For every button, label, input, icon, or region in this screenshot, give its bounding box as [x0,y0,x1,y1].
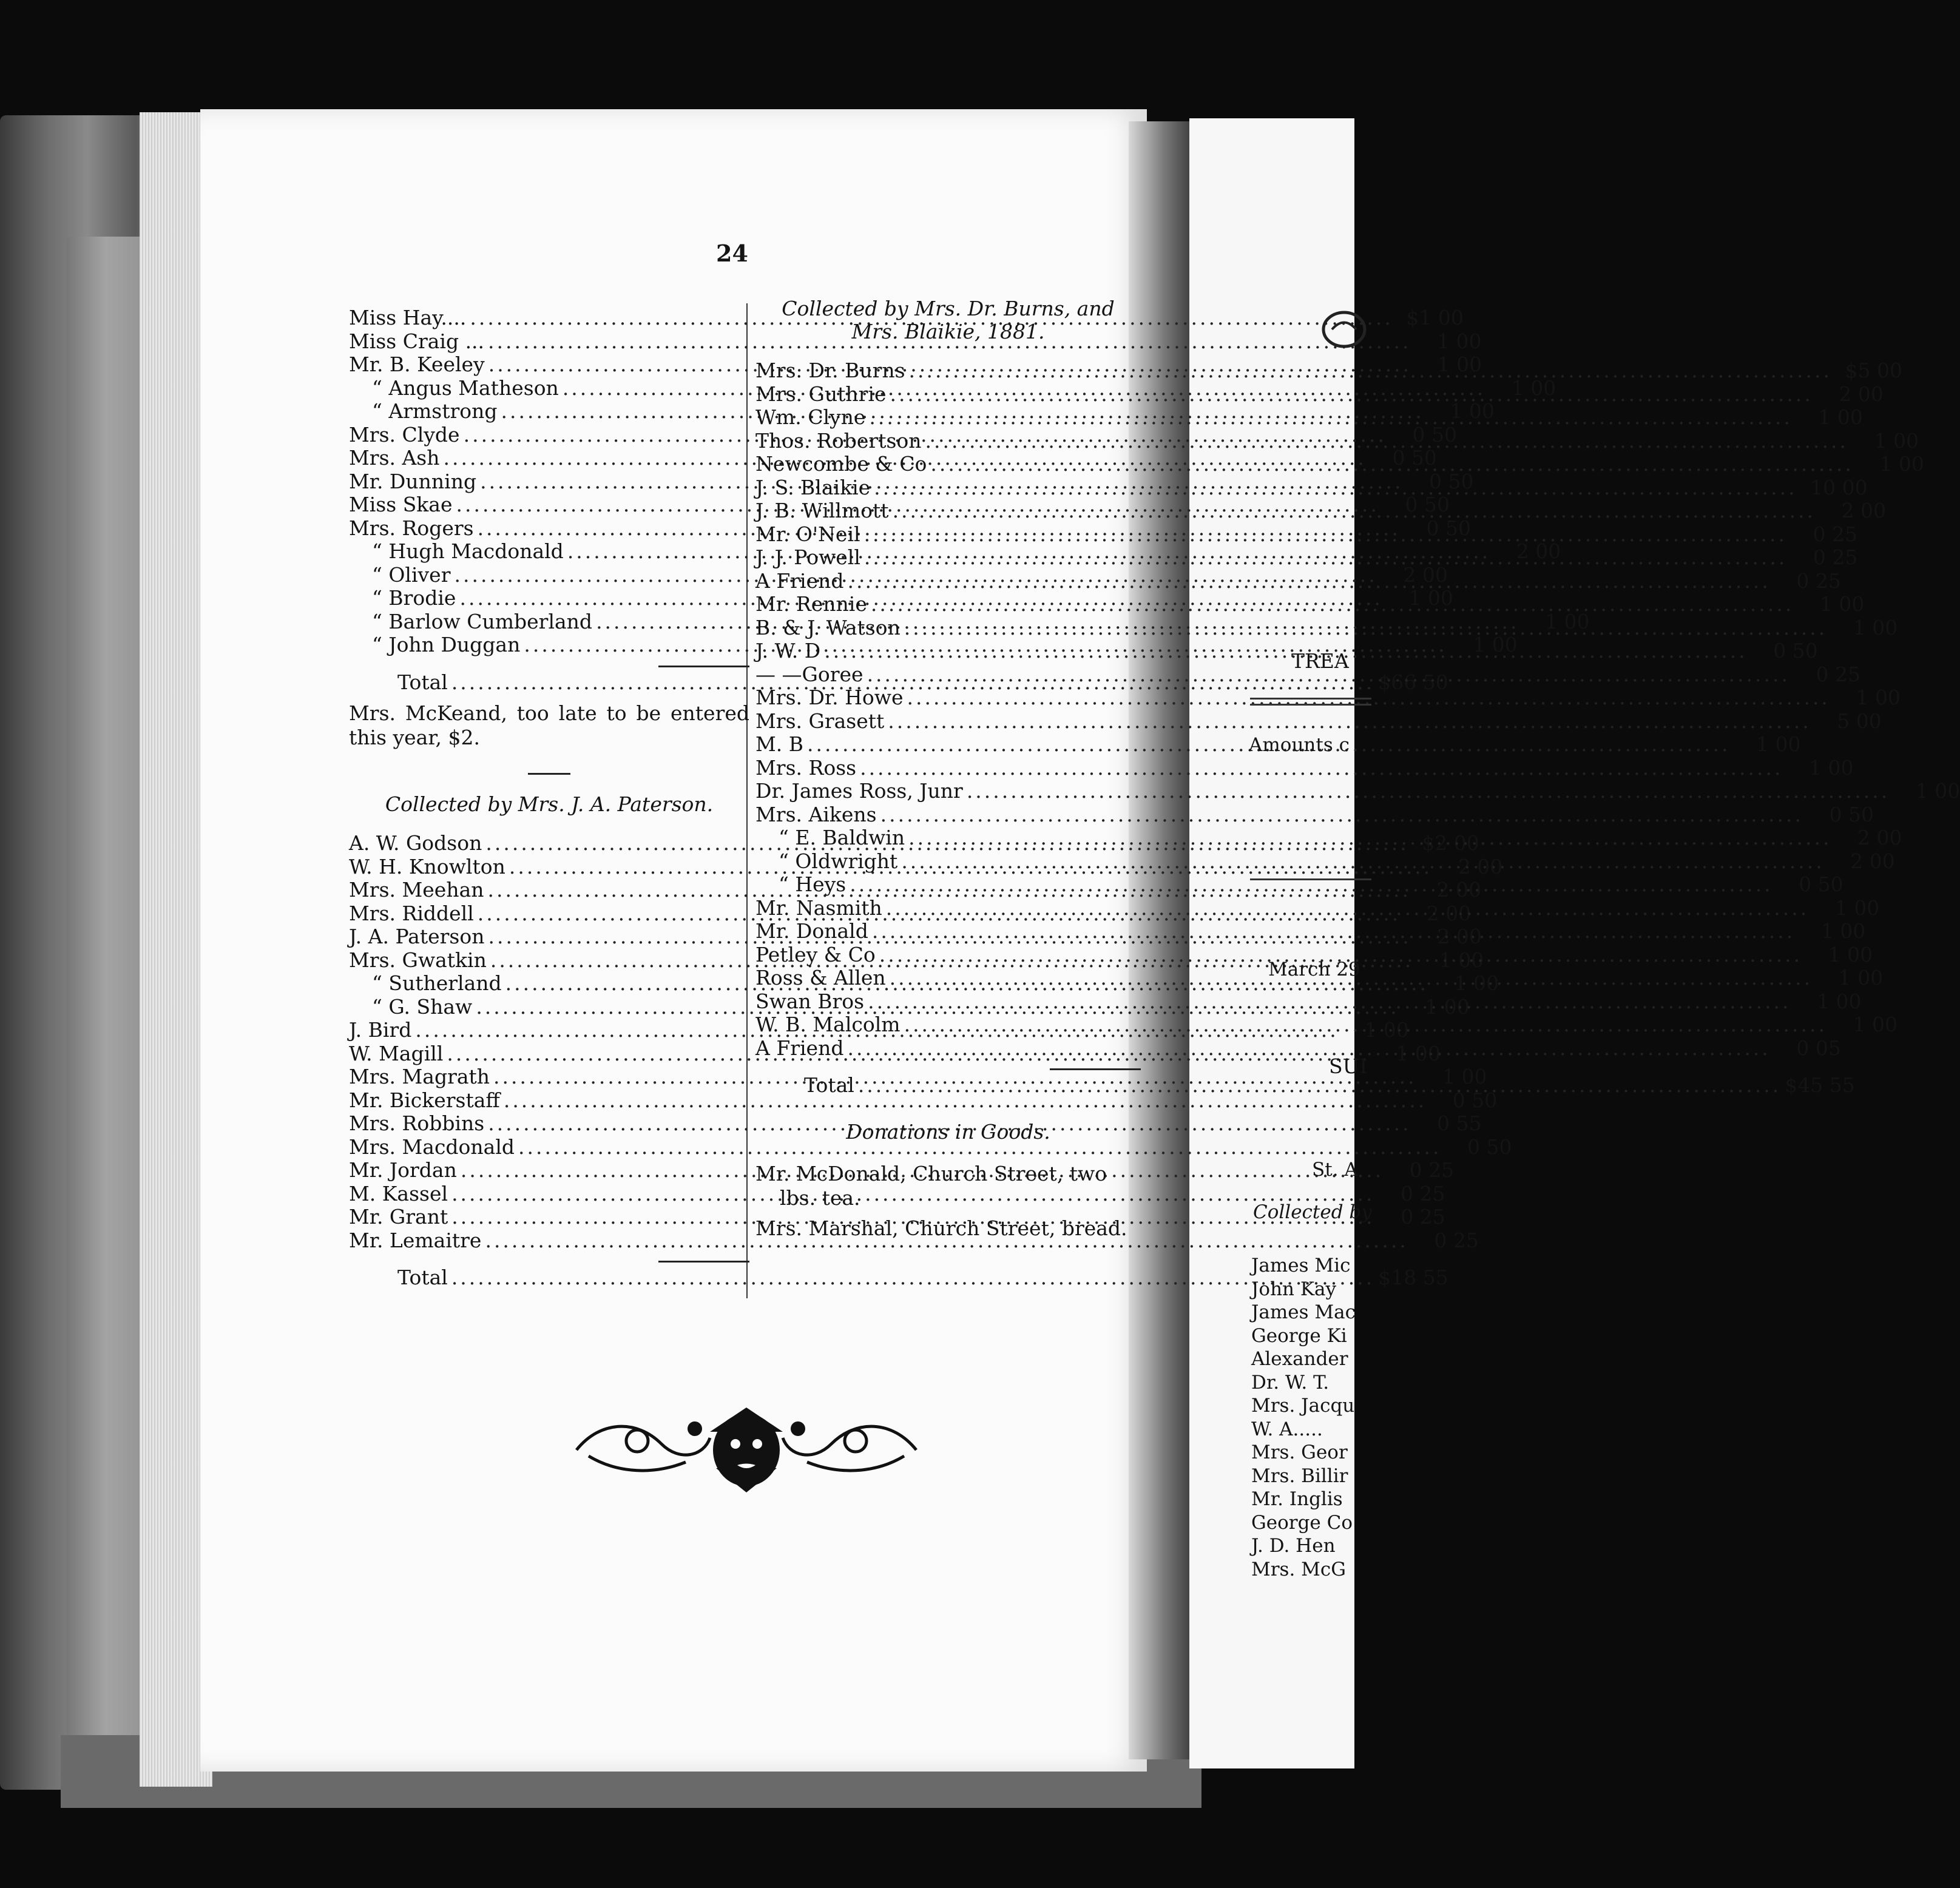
leader-dots [888,710,1811,733]
subscriber-row [755,686,1901,710]
subscriber-name: “ Angus Matheson [372,376,559,400]
total-label: Total [397,670,448,694]
amount: $1 00 [1406,306,1464,329]
subscriber-name: Mrs. Macdonald [349,1134,515,1159]
subscriber-name: Mr. Donald [755,919,868,943]
subscriber-row [755,802,1874,827]
amount: 0 25 [1434,1228,1479,1252]
amount: 1 00 [1834,895,1880,920]
amount: 1 00 [1454,971,1499,995]
subscriber-name: J. S. Blaikie [755,475,871,499]
amount: 1 00 [1915,779,1960,803]
subscriber-name: Mr. Lemaitre [349,1228,482,1252]
late-entry-note: Mrs. McKeand, too late to be entered this year, $2. [349,701,749,749]
subscriber-name: Mr. Jordan [349,1158,457,1182]
amount: 2 00 [1403,562,1448,587]
subscriber-name: Mr. Bickerstaff [349,1088,500,1112]
total-rule [658,666,749,667]
subscriber-name: A. W. Godson [349,831,482,855]
subscriber-name: Mrs. Robbins [349,1111,485,1135]
subscriber-name: Mr. B. Keeley [349,352,485,376]
subscriber-name: J. B. Willmott [755,499,889,522]
leader-dots [864,523,1787,547]
total-label: Total [804,1073,854,1097]
subscriber-row [349,1134,1512,1159]
amount: 1 00 [1820,919,1866,943]
facing-page-date: March 29 [1268,959,1360,980]
amount: 1 00 [1874,428,1919,453]
subscriber-name: Mrs. Meehan [349,878,484,902]
subscriber-name: M. Kassel [349,1181,448,1205]
subscriber-row [755,405,1863,430]
facing-page-name: George Ki [1251,1324,1347,1347]
amount: 0 25 [1813,522,1857,546]
facing-page-ornament-icon [1320,306,1356,352]
leader-dots [908,826,1831,850]
amount: 1 00 [1408,586,1453,610]
total-amount: $45 55 [1785,1073,1855,1097]
amount: 1 00 [1838,966,1884,990]
subscriber-name: “ Brodie [372,586,456,610]
subscriber-name: Swan Bros [755,989,865,1013]
subscriber-name: “ Oliver [372,562,451,587]
subscriber-name: A Friend [755,1036,844,1060]
subscriber-row [755,709,1882,733]
facing-page-name: Alexander [1251,1348,1348,1370]
amount: 1 00 [1817,989,1862,1013]
amount: 1 00 [1442,1065,1487,1088]
subscriber-name: M. B [755,732,804,756]
amount: 1 00 [1396,1041,1441,1065]
subscriber-name: W. H. Knowlton [349,854,505,878]
amount: 2 00 [1839,382,1884,406]
amount: 0 50 [1392,446,1437,470]
facing-page-name: Mrs. Geor [1251,1441,1348,1463]
leader-dots [872,920,1795,943]
amount: 1 00 [1856,686,1901,709]
facing-page-name: Mrs. Jacqu [1251,1395,1355,1417]
subscriber-name: J. A. Paterson [349,925,485,948]
subscriber-name: Mrs. Aikens [755,802,877,826]
leader-dots [893,499,1816,523]
section-rule [528,773,570,775]
leader-dots [869,406,1792,430]
subscriber-row [755,779,1960,803]
leader-dots [864,546,1787,570]
leader-dots [871,593,1794,616]
amount: 2 00 [1857,826,1902,849]
amount: 1 00 [1853,1013,1898,1036]
total-amount: $66 50 [1378,670,1448,694]
subscriber-name: “ Heys [779,872,847,896]
subscriber-name: J. W. D [755,639,821,662]
section-heading-paterson: Collected by Mrs. J. A. Paterson. [385,792,714,816]
facing-page-rule [1250,878,1371,880]
subscriber-name: Petley & Co [755,942,876,966]
total-rule [1050,1068,1141,1070]
amount: 1 00 [1473,633,1518,656]
facing-page-name: James Mac [1251,1301,1356,1323]
amount: 0 50 [1829,802,1874,826]
subscriber-name: Mrs. Rogers [349,516,474,540]
amount: 0 50 [1429,469,1474,493]
amount: 1 00 [1364,1018,1409,1042]
subscriber-row [755,615,1898,640]
amount: 1 00 [1439,948,1484,972]
leader-dots [967,780,1890,803]
subscriber-row [755,1013,1898,1037]
leader-dots [886,897,1809,920]
facing-page-heading: SUI [1329,1054,1368,1078]
leader-dots [824,639,1747,663]
amount: 1 00 [1511,376,1556,400]
leader-dots [874,476,1797,500]
facing-page-rule [1250,704,1371,706]
subscriber-name: W. B. Malcolm [755,1013,901,1036]
facing-page-name: W. A..... [1251,1418,1323,1440]
amount: 2 00 [1436,878,1481,902]
subscriber-name: Miss Hay.... [349,306,467,329]
facing-page-rule [1250,698,1371,700]
amount: 5 00 [1837,709,1882,733]
subscriber-name: Mrs. Gwatkin [349,948,487,972]
amount: $2 00 [1422,831,1479,855]
amount: 1 00 [1828,942,1873,966]
subscriber-name: Mr. Grant [349,1205,448,1229]
amount: 2 00 [1458,854,1503,878]
amount: 2 00 [1437,925,1482,948]
subscriber-name: Mr. Rennie [755,592,867,616]
facing-page-heading: TREA [1291,649,1349,673]
total-label: Total [397,1266,448,1289]
amount: 0 25 [1813,545,1858,569]
amount: 2 00 [1516,539,1561,563]
subscriber-row [755,592,1865,616]
amount: 0 25 [1401,1181,1445,1205]
subscriber-name: J. J. Powell [755,545,860,569]
subscriber-name: Miss Craig ... [349,329,485,353]
amount: 1 00 [1818,405,1863,429]
amount: 0 25 [1796,568,1841,593]
facing-page-name: Mr. Inglis [1251,1488,1343,1510]
facing-page-name: Mrs. McG [1251,1558,1347,1580]
leader-dots [930,453,1853,476]
subscriber-name: Mrs. Clyde [349,422,460,447]
subscriber-name: “ Sutherland [372,971,502,995]
subscriber-name: Mr. Dunning [349,469,477,493]
subscriber-row [755,849,1895,874]
amount: 1 00 [1819,592,1865,616]
subscriber-name: Mrs. Ash [349,446,440,470]
subscriber-name: Wm. Clyne [755,405,866,429]
subscriber-name: Thos. Robertson [755,428,922,453]
subscriber-row [755,755,1854,780]
amount: 0 50 [1452,1088,1498,1112]
amount: 0 25 [1409,1158,1455,1182]
goods-entry: Mrs. Marshal, Church Street, bread. [755,1216,1127,1240]
leader-dots [880,803,1803,827]
goods-heading: Donations in Goods. [846,1119,1050,1144]
leader-dots [904,616,1827,640]
subscriber-name: “ Oldwright [779,849,898,873]
leader-dots [850,873,1772,897]
leader-dots [868,990,1791,1014]
subscriber-name: “ Barlow Cumberland [372,609,593,633]
amount: 2 00 [1426,901,1472,925]
leader-dots [860,757,1783,780]
subscriber-name: J. Bird [349,1018,412,1042]
subscriber-row [755,989,1862,1014]
leader-dots [890,383,1813,406]
subscriber-name: Mrs. Grasett [755,709,885,733]
amount: 2 00 [1841,499,1886,522]
subscriber-name: Mrs. Guthrie [755,382,887,406]
subscriber-name: B. & J. Watson [755,615,901,639]
amount: 0 05 [1796,1036,1841,1060]
amount: 2 00 [1850,849,1895,873]
amount: $5 00 [1845,359,1902,382]
subscriber-name: “ G. Shaw [372,994,473,1019]
facing-page-name: Dr. W. T. [1251,1371,1330,1394]
amount: 0 50 [1426,516,1471,540]
leader-dots [847,570,1770,593]
amount: 1 00 [1879,452,1924,476]
facing-page-name: George Co [1251,1511,1353,1534]
subscriber-row [349,1088,1498,1113]
subscriber-row [349,329,1482,354]
amount: 0 55 [1437,1111,1482,1135]
subscriber-name: Dr. James Ross, Junr [755,779,963,803]
amount: 0 50 [1773,639,1818,662]
facing-page-name: John Kay [1251,1278,1337,1300]
amount: 1 00 [1425,994,1470,1019]
amount: 1 00 [1450,399,1495,423]
subscriber-name: A Friend [755,568,844,593]
amount: 0 25 [1401,1205,1445,1229]
amount: 0 25 [1816,662,1860,686]
subscriber-name: Mrs. Dr. Howe [755,686,904,709]
subscriber-name: Mrs. Dr. Burns [755,359,905,382]
subscriber-row [755,942,1873,967]
facing-page-name: J. D. Hen [1251,1535,1336,1557]
amount: 1 00 [1437,352,1482,376]
facing-page-name: Mrs. Billir [1251,1465,1348,1487]
leader-dots [909,359,1832,383]
amount: 1 00 [1437,329,1482,353]
goods-entry: Mr. McDonald, Church Street, two lbs. tea. [755,1162,1107,1210]
subscriber-name: “ Armstrong [372,399,498,423]
amount: 0 50 [1799,872,1843,896]
amount: 0 50 [1467,1134,1512,1159]
amount: 1 00 [1853,615,1898,639]
amount: 0 50 [1412,422,1458,447]
amount: 10 00 [1810,475,1868,499]
subscriber-name: Mrs. Magrath [349,1065,490,1088]
facing-page-heading: Collected by [1253,1201,1372,1223]
subscriber-name: Mr. Nasmith [755,895,882,920]
page-number: 24 [716,240,748,267]
subscriber-row [755,826,1902,850]
facing-page-heading: St. A [1312,1159,1358,1181]
total-rule [658,1261,749,1263]
subscriber-name: “ John Duggan [372,633,521,656]
facing-page-name: James Mic [1251,1255,1351,1276]
leader-dots [904,1013,1827,1037]
leader-dots [901,850,1824,874]
subscriber-name: Mrs. Riddell [349,901,474,925]
subscriber-name: Mr. O'Neil [755,522,860,546]
section-heading-burns: Collected by Mrs. Dr. Burns, and Mrs. Blaikie, 1881. [782,297,1115,343]
facing-page-text: Amounts c [1249,734,1350,756]
decorative-ornament [564,1395,928,1499]
subscriber-name: Miss Skae [349,493,453,516]
total-amount: $18 55 [1378,1266,1448,1289]
subscriber-name: “ Hugh Macdonald [372,539,564,563]
subscriber-name: “ E. Baldwin [779,826,905,849]
subscriber-name: Ross & Allen [755,966,886,990]
subscriber-name: — —Goree [755,662,863,686]
amount: 1 00 [1756,732,1801,756]
amount: 1 00 [1545,609,1590,633]
subscriber-name: Newcombe & Co [755,452,927,476]
leader-dots [847,1037,1770,1060]
amount: 1 00 [1809,755,1854,780]
leader-dots [925,430,1848,453]
subscriber-name: Mrs. Ross [755,755,857,780]
subscriber-name: W. Magill [349,1041,444,1065]
amount: 0 50 [1405,493,1450,516]
